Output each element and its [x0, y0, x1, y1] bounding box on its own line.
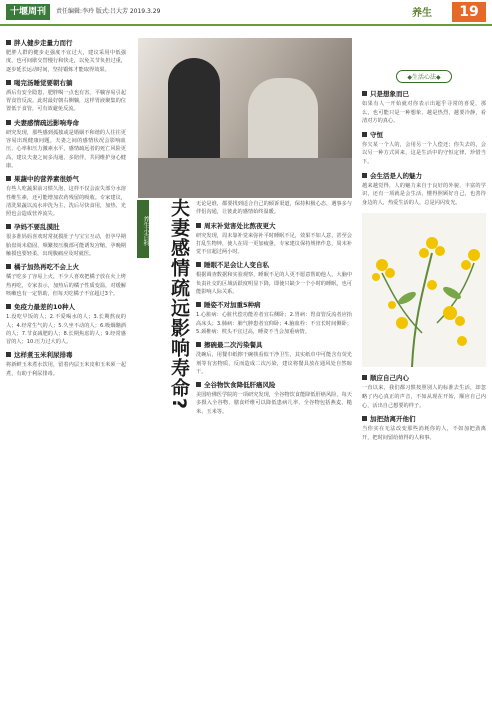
article-body: 肥胖人群的健步走强度不宜过大，建议采用中低强度，也可间歇交替慢行和快走，以免关节负担过重，逐步延长运动时间，坚持锻炼才能取得效果。: [6, 50, 126, 73]
article-body: 当你实在无法改变那些消耗你的人，不如加把劲离开，把时间留给值得的人和事。: [362, 426, 486, 441]
article-title: 会生活是人的魅力: [370, 171, 422, 180]
article-body: 洗碗后，用餐巾纸擦干碗筷看似干净卫生，其实纸巾中可能含有荧光剂等有害物质，反而造成二次污染，建议将餐具放在通风处自然晾干。: [196, 352, 352, 375]
life-tips-banner: [362, 64, 486, 83]
newspaper-logo: 十堰周刊: [6, 4, 50, 20]
article-title: 守恒: [370, 130, 383, 139]
article: [6, 350, 126, 378]
article-body: 很多准妈妈喜欢时常抚摸肚子与宝宝互动，但孕早期胎盘尚未稳固，频繁按压腹部可能诱发宫缩，孕晚期触摸也要轻柔，出现腹痛应及时就医。: [6, 234, 126, 258]
article: [362, 171, 486, 208]
square-bullet-icon: [196, 382, 201, 387]
article-title: 睡眠不足会让人变自私: [204, 261, 269, 270]
left-column: [6, 38, 126, 694]
article-title: 这样煮玉米利尿排毒: [14, 351, 73, 360]
article-body: 1.没吃早饭的人；2.不爱喝水的人；3.长期熬夜的人；4.经常生气的人；5.久坐不动的人；6.吸烟酗酒的人；7.节食减肥的人；8.长期焦虑的人；9.经常感冒的人；10.压力过大的人。: [6, 314, 126, 346]
square-bullet-icon: [362, 132, 367, 137]
article: [6, 38, 126, 74]
page-number: 19: [452, 2, 486, 22]
article-body: 你欠某一个人的，会用另一个人偿还；你失去的，会以另一种方式回来，这是生活中的守恒定律，珍惜当下。: [362, 141, 486, 165]
article: [196, 200, 352, 217]
article-body: 橘子吃多了容易上火，不少人喜欢把橘子放在火上烤热再吃，专家表示，加热后的橘子性质变温，对缓解咳嗽也有一定帮助，但每天吃橘子不宜超过3个。: [6, 274, 126, 297]
article-body: 越来越觉得，人的魅力来自于良好的外貌、丰富的学识，还有一项就是会生活，懂得照顾好自己，也善待身边的人，热爱生活的人，总是闪闪发光。: [362, 182, 486, 206]
article-body: 根据调查数据和实验观察，睡眠不足的人更不愿意帮助他人，大脑中负责社交的区域活跃度明显下降，即使只缺少一个小时的睡眠，也可能影响人际关系。: [196, 272, 352, 296]
article-title: 周末补觉害处比熬夜更大: [204, 221, 276, 230]
article-title: 擦碗最二次污染餐具: [204, 341, 263, 350]
square-bullet-icon: [6, 352, 11, 357]
square-bullet-icon: [196, 262, 201, 267]
sofa-shape: [138, 158, 352, 198]
article: [362, 130, 486, 167]
article-title: 免疫力最差的10种人: [14, 303, 76, 312]
article-title: 夫妻感情疏远影响寿命: [14, 118, 79, 127]
article-body: 美国哈佛医学院的一项研究发现，全谷物饮食能降低肝癌风险，每天多摄入全谷物、膳食纤维可以降低患病几率，全谷物包括燕麦、糙米、玉米等。: [196, 392, 352, 415]
article-title: 喝完汤睡觉要朝右躺: [14, 78, 73, 87]
article-title: 胖人健步走量力而行: [14, 39, 73, 47]
article: [362, 89, 486, 126]
square-bullet-icon: [6, 264, 11, 269]
right-column: [362, 60, 486, 696]
couple-photo: [138, 38, 352, 198]
square-bullet-icon: [362, 173, 367, 178]
middle-column: [196, 200, 352, 680]
article: [362, 414, 486, 442]
square-bullet-icon: [196, 342, 201, 347]
article: [196, 221, 352, 257]
article-body: 无论是谁，都要找到适合自己的倾诉渠道，保持积极心态，遇事多与伴侣沟通，让彼此的感情始终温暖。: [196, 201, 352, 216]
article: [6, 118, 126, 170]
editor-meta: 责任编辑:李玲 版式:吕大芳 2019.3.29: [56, 8, 161, 15]
article: [196, 340, 352, 376]
article: [6, 174, 126, 218]
square-bullet-icon: [196, 302, 201, 307]
article: [6, 302, 126, 346]
square-bullet-icon: [6, 176, 11, 181]
article-title: 只是想象而已: [370, 90, 409, 98]
article-body: 一直以来，我们都习惯按照别人的标准去生活，却忽略了内心真正的声音，不如从现在开始，顺应自己内心，活出自己想要的样子。: [362, 385, 486, 409]
square-bullet-icon: [6, 304, 11, 309]
article: [362, 373, 486, 410]
article-title: 孕妈不要乱摸肚: [14, 223, 60, 232]
article: [196, 300, 352, 336]
article-body: 将新鲜玉米煮水饮用，留着内层玉米皮和玉米须一起煮，有助于利尿排毒。: [6, 362, 126, 377]
article-title: 加把劲离开他们: [370, 415, 416, 424]
article-body: 研究发现，那些感到孤独或是婚姻不和谐的人往往更容易出现健康问题。夫妻之间的感情状况会影响血压、心率和压力激素水平，感情疏远者的死亡风险更高，建议夫妻之间多沟通、多陪伴，共同维护身心健康。: [6, 129, 126, 169]
article: [196, 260, 352, 296]
article-title: 顺应自己内心: [370, 374, 409, 383]
square-bullet-icon: [362, 416, 367, 421]
square-bullet-icon: [362, 375, 367, 380]
section-name: 养生: [412, 8, 432, 19]
article-body: 有些人吃蔬果前习惯久泡，这样不仅会流失部分水溶性维生素，还可能增加农药残留的吸收。专家建议，清洗果蔬以流水冲洗为主，洗后尽快食用，加热、光照也会造成营养流失。: [6, 186, 126, 218]
banner-label: ◆生活心法◆: [396, 70, 451, 83]
header-rule: [0, 24, 492, 26]
article: [196, 380, 352, 416]
column-label: 养生小百科: [137, 200, 149, 258]
article-body: 酒后有安全隐患，肥胖喝一点也有害。平躺容易引起胃食管反流，此时最好朝右侧躺，这样胃液聚集的位置低于食管，可有效避免反流。: [6, 89, 126, 113]
square-bullet-icon: [6, 120, 11, 125]
article-title: 果蔬中的营养素很娇气: [14, 175, 79, 184]
flower-illustration: [362, 213, 486, 367]
article: [6, 262, 126, 298]
square-bullet-icon: [6, 40, 11, 45]
article-title: 全谷物饮食降低肝癌风险: [204, 381, 276, 390]
article: [6, 78, 126, 114]
article-title: 睡姿不对加重5种病: [204, 301, 261, 310]
headline: 夫妻感情疏远影响寿命?: [168, 198, 190, 411]
square-bullet-icon: [6, 224, 11, 229]
article-body: 研究发现，周末靠补觉来弥补平时睡眠不足，效果不如人意，甚至会打乱生物钟，使人在周一更加疲惫，专家建议保持规律作息，周末补觉不宜超过两小时。: [196, 232, 352, 256]
rapeseed-flower-photo: [362, 213, 486, 367]
square-bullet-icon: [196, 223, 201, 228]
article-body: 1.心脏病：心脏代偿功能差者宜右侧卧；2.胃病：胃食管反流者应抬高床头；3.肺病：肺气肿患者宜仰卧；4.脑血栓：不宜长时间侧卧；5.颈椎病：枕头不宜过高，睡姿不当会加重病情。: [196, 312, 352, 335]
article-title: 橘子加热再吃不会上火: [14, 263, 79, 272]
page-header: [0, 0, 492, 26]
article: [6, 222, 126, 258]
square-bullet-icon: [6, 80, 11, 85]
square-bullet-icon: [362, 91, 367, 96]
article-body: 如果有人一开始就对你表示出超乎寻常的喜爱，那么，也可能只是一种想象，越是热烈，越要冷静，看清对方的真心。: [362, 101, 486, 125]
